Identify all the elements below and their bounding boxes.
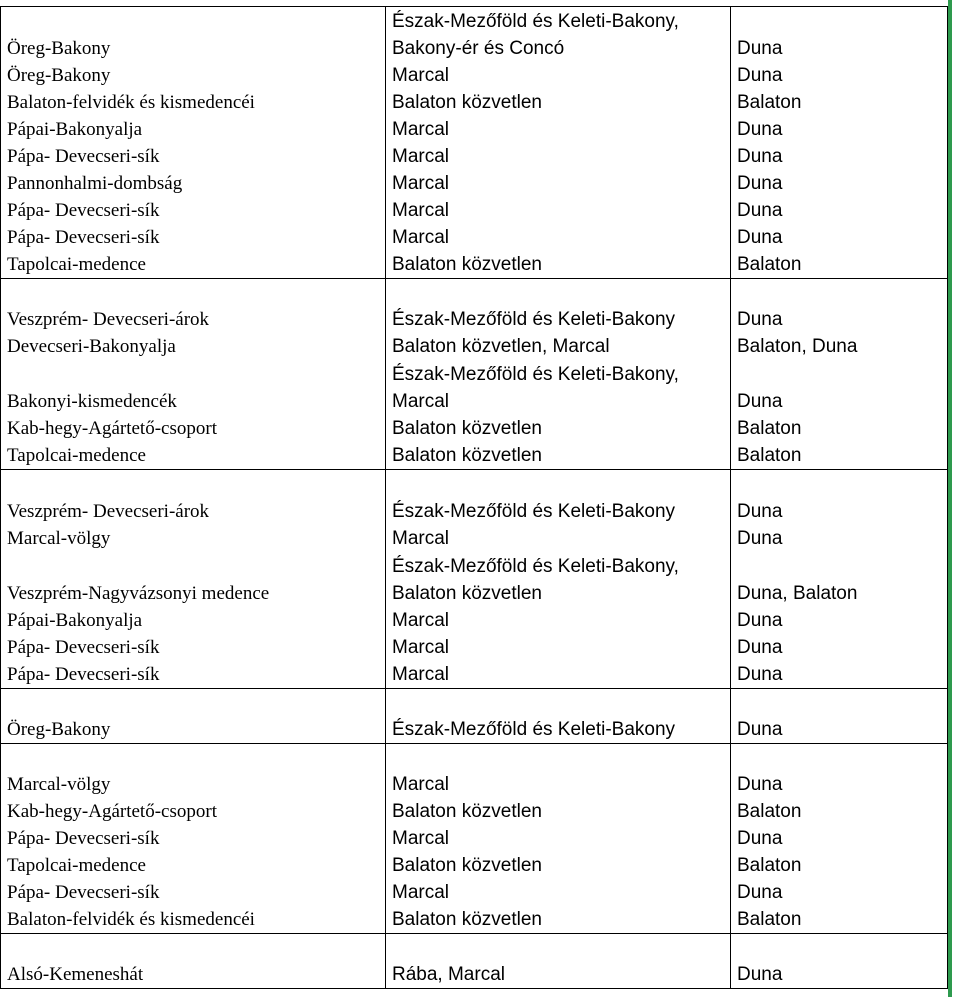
- basin-cell: Duna: [731, 607, 948, 634]
- catchment-cell: Balaton közvetlen: [386, 442, 731, 470]
- table-row: [1, 743, 948, 798]
- catchment-cell: Rába, Marcal: [386, 934, 731, 989]
- basin-cell: Balaton, Duna: [731, 333, 948, 360]
- table-row: [1, 552, 948, 607]
- basin-cell: Balaton: [731, 442, 948, 470]
- region-cell: Pápa- Devecseri-sík: [1, 197, 386, 224]
- table-row: [1, 116, 948, 143]
- basin-cell: Duna: [731, 743, 948, 798]
- catchment-cell: Marcal: [386, 634, 731, 661]
- region-cell: Pápai-Bakonyalja: [1, 116, 386, 143]
- region-cell: Öreg-Bakony: [1, 7, 386, 62]
- basin-cell: Duna: [731, 825, 948, 852]
- region-cell: Veszprém- Devecseri-árok: [1, 470, 386, 525]
- catchment-cell: Észak-Mezőföld és Keleti-Bakony, Marcal: [386, 360, 731, 415]
- basin-cell: Duna: [731, 278, 948, 333]
- catchment-cell: Marcal: [386, 661, 731, 689]
- table-row: [1, 798, 948, 825]
- region-cell: Balaton-felvidék és kismedencéi: [1, 906, 386, 934]
- table-row: [1, 143, 948, 170]
- catchment-cell: Balaton közvetlen: [386, 251, 731, 279]
- basin-cell: Balaton: [731, 852, 948, 879]
- basin-cell: Balaton: [731, 906, 948, 934]
- catchment-cell: Balaton közvetlen: [386, 89, 731, 116]
- catchment-cell: Marcal: [386, 143, 731, 170]
- basin-cell: Duna: [731, 470, 948, 525]
- basin-cell: Duna: [731, 170, 948, 197]
- region-cell: Pápai-Bakonyalja: [1, 607, 386, 634]
- table-row: [1, 224, 948, 251]
- table-row: [1, 360, 948, 415]
- table-row: [1, 278, 948, 333]
- table-row: [1, 906, 948, 934]
- region-cell: Kab-hegy-Agártető-csoport: [1, 415, 386, 442]
- catchment-cell: Észak-Mezőföld és Keleti-Bakony: [386, 470, 731, 525]
- region-cell: Pannonhalmi-dombság: [1, 170, 386, 197]
- table-row: [1, 525, 948, 552]
- table-row: [1, 170, 948, 197]
- catchment-cell: Balaton közvetlen: [386, 906, 731, 934]
- basin-cell: Balaton: [731, 89, 948, 116]
- table-row: [1, 852, 948, 879]
- basin-cell: Duna: [731, 360, 948, 415]
- table-row: [1, 62, 948, 89]
- table-row: [1, 607, 948, 634]
- region-cell: Veszprém-Nagyvázsonyi medence: [1, 552, 386, 607]
- region-cell: Balaton-felvidék és kismedencéi: [1, 89, 386, 116]
- table-row: [1, 634, 948, 661]
- region-cell: Pápa- Devecseri-sík: [1, 224, 386, 251]
- catchment-cell: Észak-Mezőföld és Keleti-Bakony, Balaton közvetlen: [386, 552, 731, 607]
- basin-cell: Duna: [731, 62, 948, 89]
- catchment-cell: Marcal: [386, 525, 731, 552]
- basin-cell: Duna: [731, 879, 948, 906]
- basin-cell: Duna: [731, 934, 948, 989]
- region-cell: Pápa- Devecseri-sík: [1, 825, 386, 852]
- basin-cell: Duna: [731, 688, 948, 743]
- basin-cell: Duna: [731, 197, 948, 224]
- table-row: [1, 415, 948, 442]
- region-cell: Pápa- Devecseri-sík: [1, 661, 386, 689]
- table-row: [1, 89, 948, 116]
- table-row: [1, 879, 948, 906]
- basin-cell: Duna: [731, 116, 948, 143]
- table-row: [1, 251, 948, 279]
- catchment-cell: Marcal: [386, 197, 731, 224]
- basin-cell: Duna: [731, 224, 948, 251]
- region-cell: Tapolcai-medence: [1, 442, 386, 470]
- catchment-cell: Észak-Mezőföld és Keleti-Bakony, Bakony-ér és Concó: [386, 7, 731, 62]
- table-row: [1, 688, 948, 743]
- catchment-cell: Marcal: [386, 224, 731, 251]
- data-table: [0, 6, 948, 989]
- region-cell: Marcal-völgy: [1, 525, 386, 552]
- catchment-cell: Észak-Mezőföld és Keleti-Bakony: [386, 688, 731, 743]
- table-row: [1, 825, 948, 852]
- catchment-cell: Balaton közvetlen, Marcal: [386, 333, 731, 360]
- basin-cell: Balaton: [731, 251, 948, 279]
- region-cell: Bakonyi-kismedencék: [1, 360, 386, 415]
- basin-cell: Duna, Balaton: [731, 552, 948, 607]
- region-cell: Pápa- Devecseri-sík: [1, 634, 386, 661]
- region-cell: Öreg-Bakony: [1, 688, 386, 743]
- catchment-cell: Marcal: [386, 116, 731, 143]
- basin-cell: Balaton: [731, 798, 948, 825]
- catchment-cell: Marcal: [386, 607, 731, 634]
- basin-cell: Duna: [731, 7, 948, 62]
- region-cell: Devecseri-Bakonyalja: [1, 333, 386, 360]
- region-cell: Pápa- Devecseri-sík: [1, 143, 386, 170]
- catchment-cell: Balaton közvetlen: [386, 415, 731, 442]
- catchment-cell: Észak-Mezőföld és Keleti-Bakony: [386, 278, 731, 333]
- region-cell: Pápa- Devecseri-sík: [1, 879, 386, 906]
- region-cell: Alsó-Kemeneshát: [1, 934, 386, 989]
- basin-cell: Duna: [731, 525, 948, 552]
- table-row: [1, 197, 948, 224]
- catchment-cell: Balaton közvetlen: [386, 852, 731, 879]
- region-cell: Veszprém- Devecseri-árok: [1, 278, 386, 333]
- region-cell: Öreg-Bakony: [1, 62, 386, 89]
- basin-cell: Balaton: [731, 415, 948, 442]
- region-cell: Tapolcai-medence: [1, 251, 386, 279]
- catchment-cell: Marcal: [386, 62, 731, 89]
- catchment-cell: Balaton közvetlen: [386, 798, 731, 825]
- basin-cell: Duna: [731, 634, 948, 661]
- window-edge-bar: [948, 0, 952, 997]
- table-row: [1, 7, 948, 62]
- basin-cell: Duna: [731, 661, 948, 689]
- catchment-cell: Marcal: [386, 879, 731, 906]
- table-row: [1, 661, 948, 689]
- table-row: [1, 470, 948, 525]
- catchment-cell: Marcal: [386, 743, 731, 798]
- catchment-cell: Marcal: [386, 825, 731, 852]
- table-row: [1, 934, 948, 989]
- table-row: [1, 333, 948, 360]
- catchment-cell: Marcal: [386, 170, 731, 197]
- basin-cell: Duna: [731, 143, 948, 170]
- region-cell: Tapolcai-medence: [1, 852, 386, 879]
- table-row: [1, 442, 948, 470]
- table-body: [1, 7, 948, 989]
- region-cell: Kab-hegy-Agártető-csoport: [1, 798, 386, 825]
- region-cell: Marcal-völgy: [1, 743, 386, 798]
